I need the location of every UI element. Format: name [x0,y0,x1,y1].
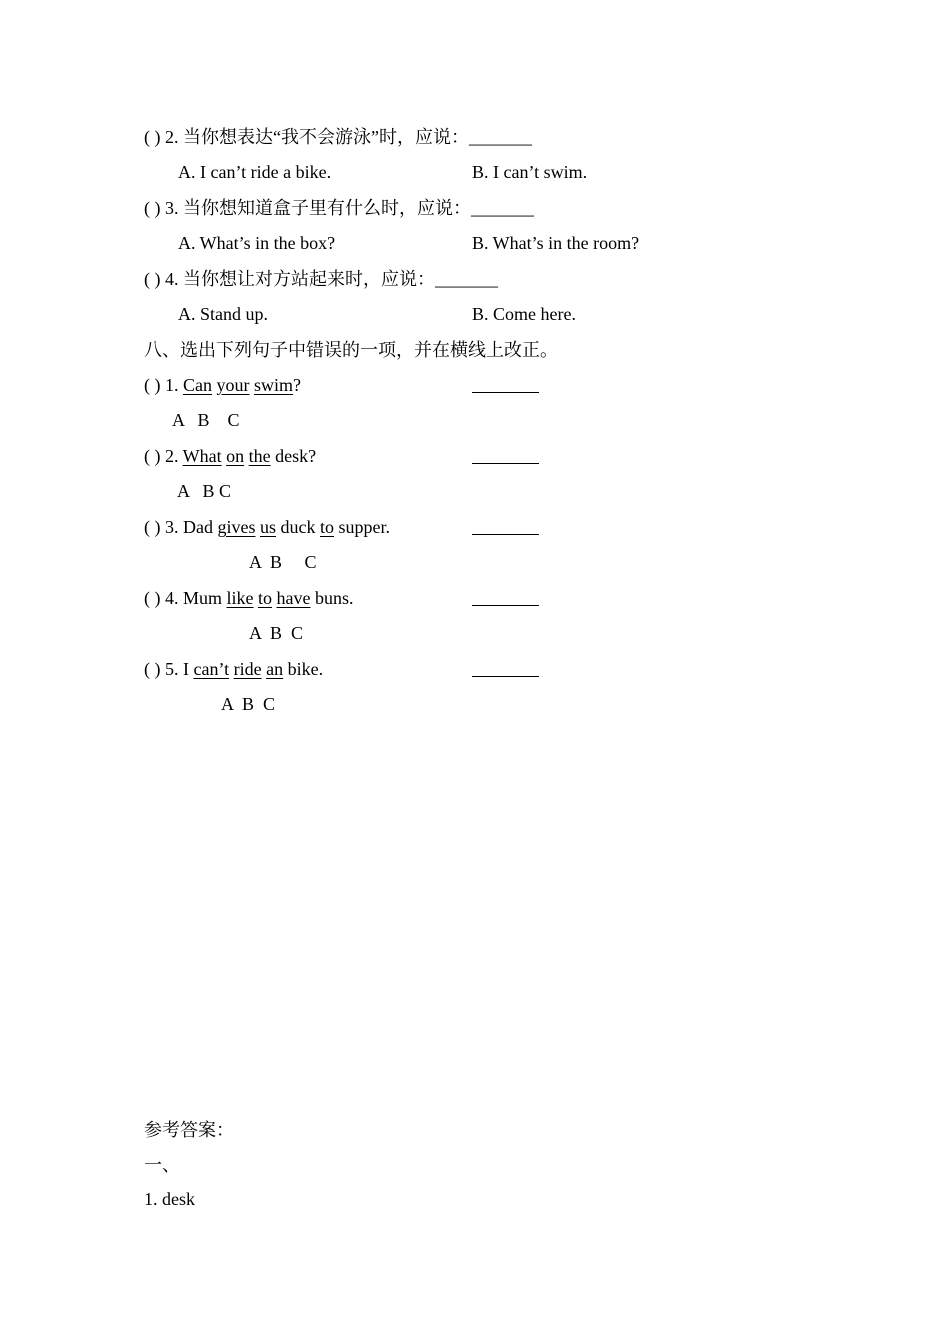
q8-item-1-sentence [144,374,301,396]
q8-item-4-letters: A B C [249,623,304,643]
option-a-word: What [182,446,222,466]
q8-item-1-answer-blank[interactable] [472,392,539,393]
q7-item-3-prompt: ( ) 3. 当你想知道盒子里有什么时，应说：_______ [144,198,534,218]
option-c-word: swim [254,375,294,395]
option-c-word: the [248,446,271,466]
option-b-word: your [216,375,250,395]
q7-item-3-option-b: B. What’s in the room? [472,233,640,253]
q8-item-5-letters: A B C [221,694,276,714]
q8-item-3-sentence [144,516,390,538]
q8-item-5-answer-blank[interactable] [472,676,539,677]
sentence-text: desk? [270,446,317,466]
sentence-prefix: ( ) 2. [144,446,183,466]
sentence-text: ? [293,375,302,395]
q8-item-5-sentence [144,658,323,680]
section-8-heading: 八、选出下列句子中错误的一项，并在横线上改正。 [144,340,558,360]
answers-section-1: 一、 [144,1155,180,1175]
option-b-word: to [258,588,273,608]
q8-item-3-answer-blank[interactable] [472,534,539,535]
q8-item-2-answer-blank[interactable] [472,463,539,464]
sentence-prefix: ( ) 4. Mum [144,588,227,608]
answers-title: 参考答案： [144,1120,234,1140]
sentence-text: buns. [310,588,354,608]
q7-item-2-option-b: B. I can’t swim. [472,162,588,182]
q8-item-2-letters: A B C [177,481,232,501]
sentence-text: duck [276,517,320,537]
q8-item-1-letters: A B C [172,410,240,430]
option-b-word: on [226,446,245,466]
option-a-word: Can [183,375,212,395]
q7-item-4-option-b: B. Come here. [472,304,576,324]
option-c-word: have [276,588,311,608]
sentence-prefix: ( ) 5. I [144,659,194,679]
q7-item-4-prompt: ( ) 4. 当你想让对方站起来时，应说：_______ [144,269,498,289]
option-c-word: an [266,659,284,679]
option-b-word: ride [233,659,262,679]
answer-item-1: 1. desk [144,1189,195,1209]
option-a-word: like [226,588,254,608]
q7-item-3-option-a: A. What’s in the box? [178,233,336,253]
option-c-word: to [320,517,335,537]
q7-item-4-option-a: A. Stand up. [178,304,268,324]
option-a-word: gives [217,517,256,537]
option-b-word: us [259,517,276,537]
option-a-word: can’t [193,659,230,679]
sentence-prefix: ( ) 1. [144,375,183,395]
sentence-text: supper. [334,517,391,537]
q8-item-4-sentence [144,587,354,609]
q8-item-4-answer-blank[interactable] [472,605,539,606]
q8-item-2-sentence [144,445,316,467]
q7-item-2-option-a: A. I can’t ride a bike. [178,162,332,182]
sentence-prefix: ( ) 3. Dad [144,517,218,537]
q7-item-2-prompt: ( ) 2. 当你想表达“我不会游泳”时，应说：_______ [144,127,532,147]
sentence-text: bike. [283,659,324,679]
q8-item-3-letters: A B C [249,552,317,572]
